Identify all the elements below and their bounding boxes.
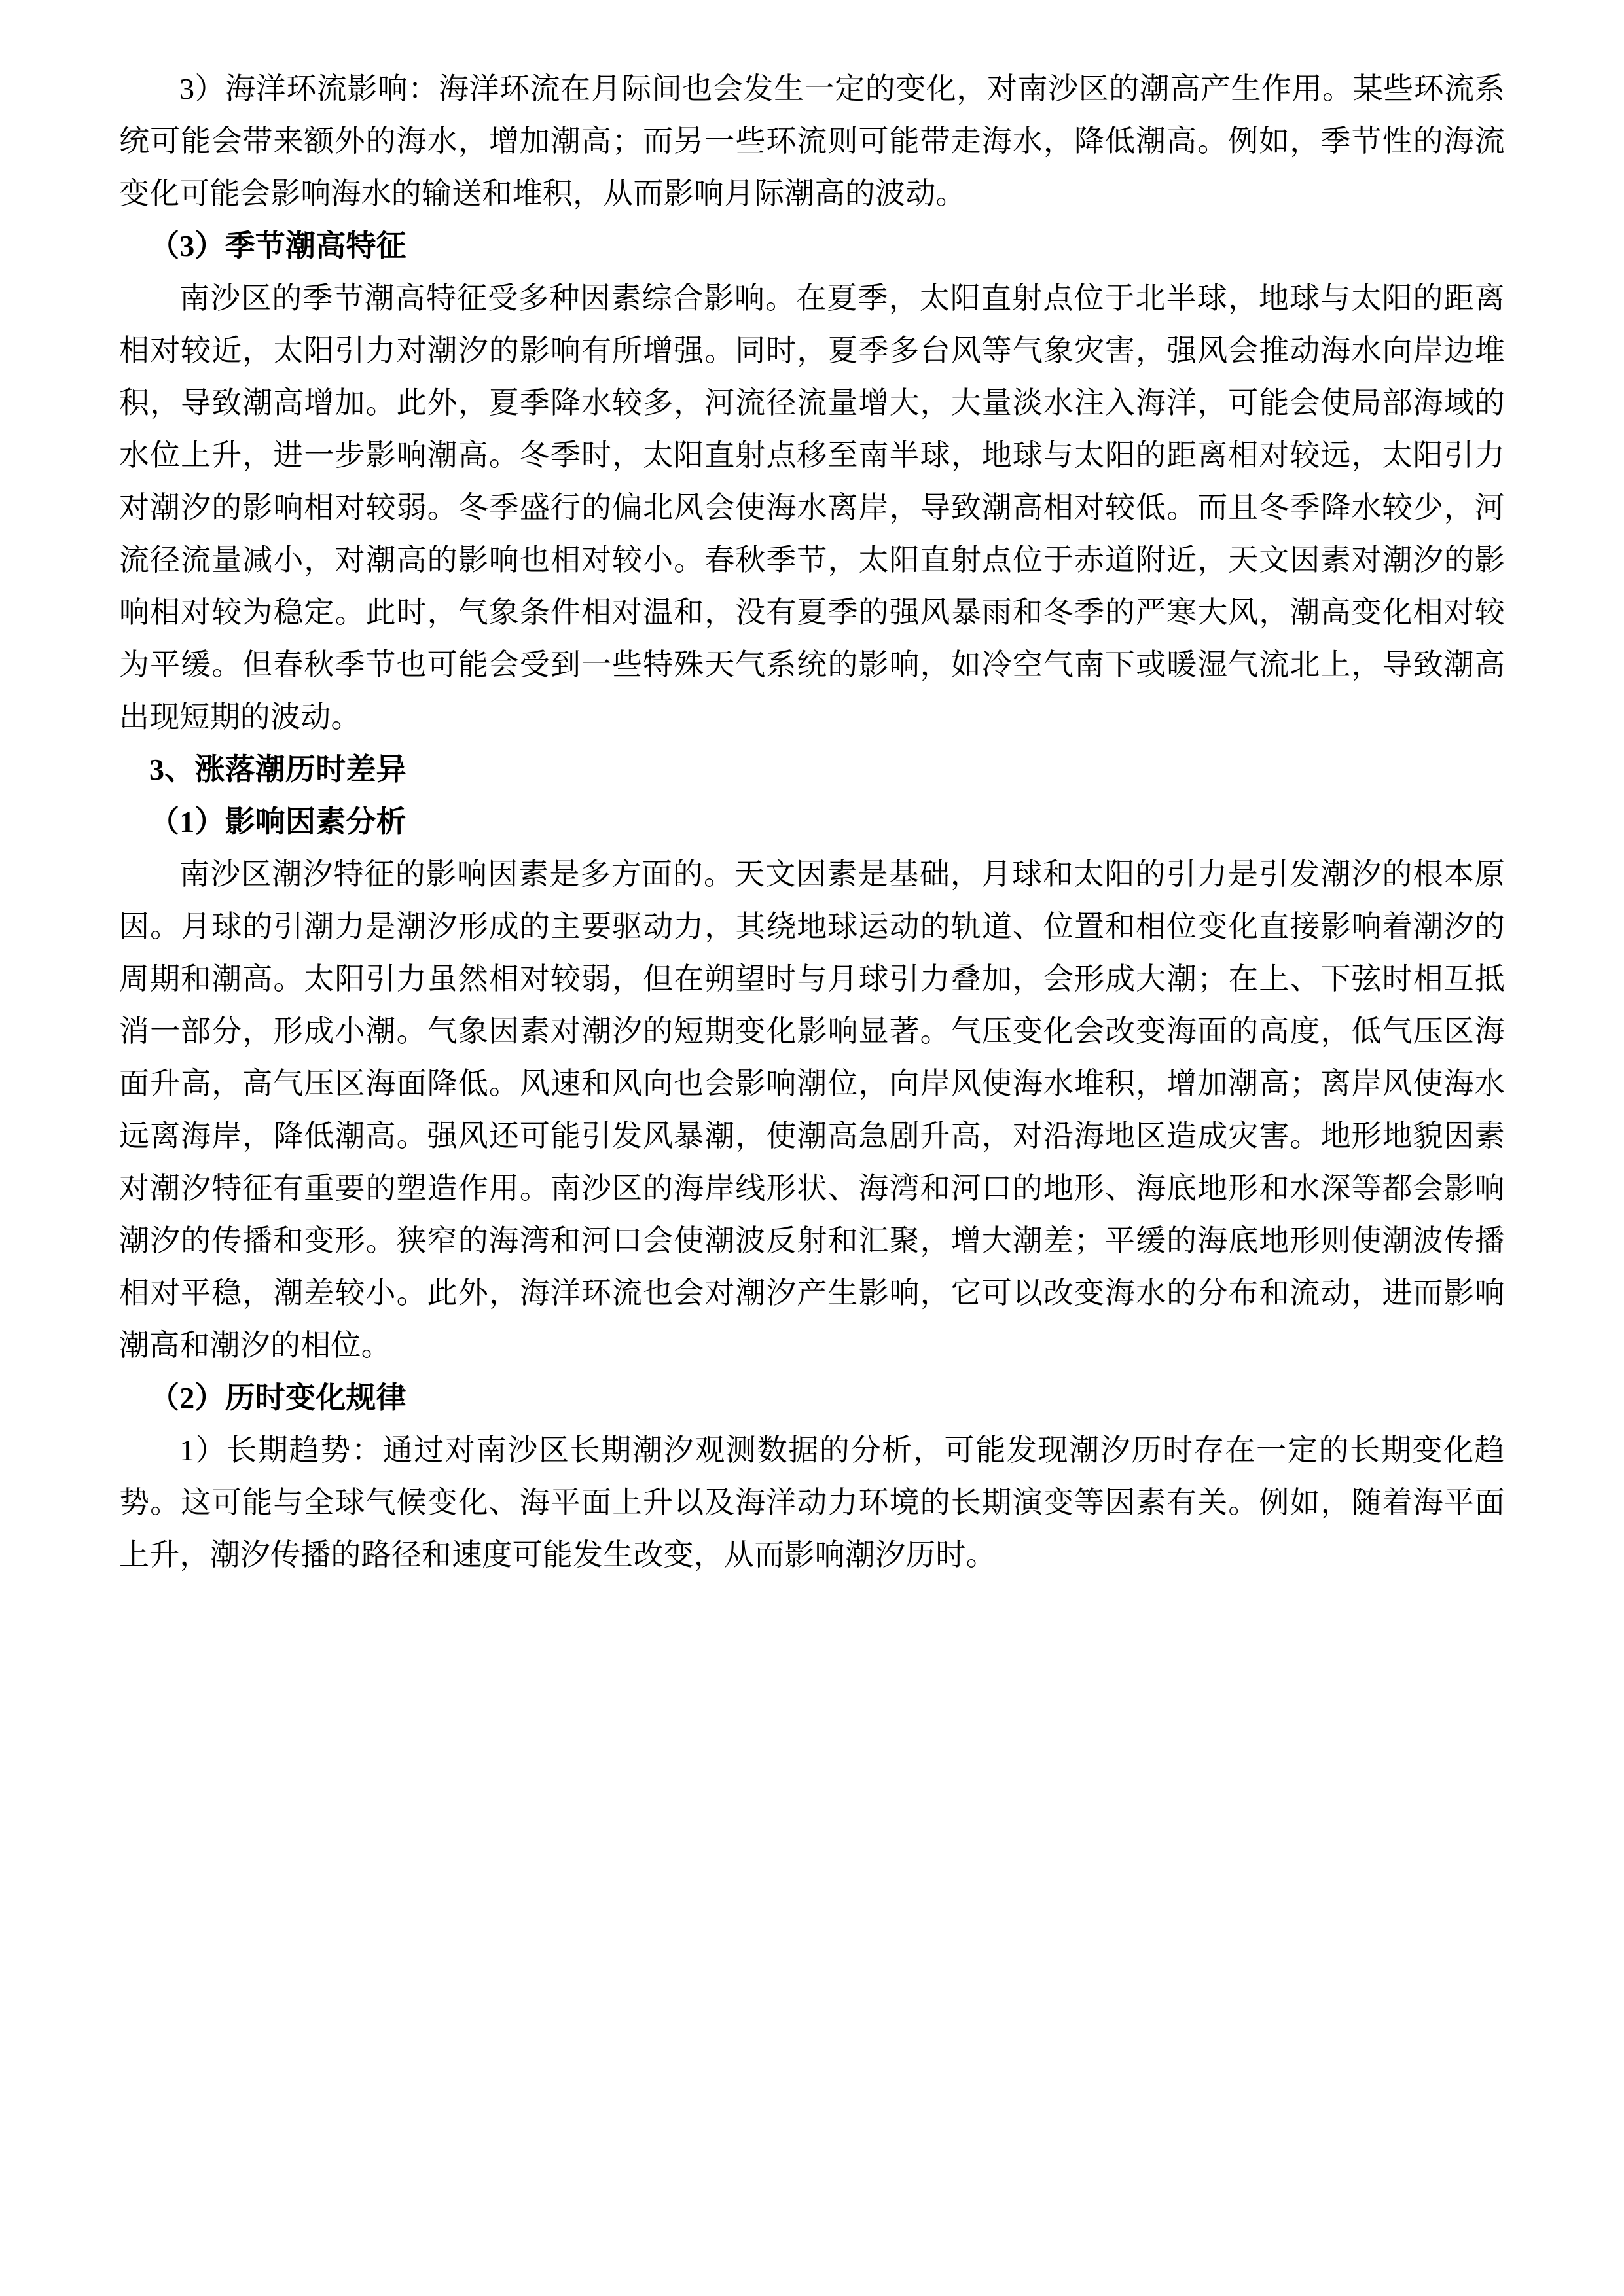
- heading-flood-ebb-tide-duration-difference: 3、涨落潮历时差异: [149, 753, 406, 786]
- paragraph-ocean-circulation-influence: 3）海洋环流影响：海洋环流在月际间也会发生一定的变化，对南沙区的潮高产生作用。某些环流系统可能会带来额外的海水，增加潮高；而另一些环流则可能带走海水，降低潮高。例如，季节性的海流变化可能会影响海水的输送和堆积，从而影响月际潮高的波动。: [119, 72, 1505, 210]
- heading-seasonal-tide-height-characteristics: （3）季节潮高特征: [149, 229, 406, 262]
- heading-influencing-factor-analysis: （1）影响因素分析: [149, 805, 406, 838]
- paragraph-long-term-trend: 1）长期趋势：通过对南沙区长期潮汐观测数据的分析，可能发现潮汐历时存在一定的长期变化趋势。这可能与全球气候变化、海平面上升以及海洋动力环境的长期演变等因素有关。例如，随着海平面上升，潮汐传播的路径和速度可能发生改变，从而影响潮汐历时。: [119, 1433, 1505, 1571]
- page-content-column: [119, 63, 1505, 1581]
- paragraph-seasonal-tide-height-characteristics: 南沙区的季节潮高特征受多种因素综合影响。在夏季，太阳直射点位于北半球，地球与太阳的距离相对较近，太阳引力对潮汐的影响有所增强。同时，夏季多台风等气象灾害，强风会推动海水向岸边堆积，导致潮高增加。此外，夏季降水较多，河流径流量增大，大量淡水注入海洋，可能会使局部海域的水位上升，进一步影响潮高。冬季时，太阳直射点移至南半球，地球与太阳的距离相对较远，太阳引力对潮汐的影响相对较弱。冬季盛行的偏北风会使海水离岸，导致潮高相对较低。而且冬季降水较少，河流径流量减小，对潮高的影响也相对较小。春秋季节，太阳直射点位于赤道附近，天文因素对潮汐的影响相对较为稳定。此时，气象条件相对温和，没有夏季的强风暴雨和冬季的严寒大风，潮高变化相对较为平缓。但春秋季节也可能会受到一些特殊天气系统的影响，如冷空气南下或暖湿气流北上，导致潮高出现短期的波动。: [119, 281, 1505, 734]
- heading-duration-variation-law: （2）历时变化规律: [149, 1381, 406, 1414]
- paragraph-influencing-factor-analysis: 南沙区潮汐特征的影响因素是多方面的。天文因素是基础，月球和太阳的引力是引发潮汐的根本原因。月球的引潮力是潮汐形成的主要驱动力，其绕地球运动的轨道、位置和相位变化直接影响着潮汐的周期和潮高。太阳引力虽然相对较弱，但在朔望时与月球引力叠加，会形成大潮；在上、下弦时相互抵消一部分，形成小潮。气象因素对潮汐的短期变化影响显著。气压变化会改变海面的高度，低气压区海面升高，高气压区海面降低。风速和风向也会影响潮位，向岸风使海水堆积，增加潮高；离岸风使海水远离海岸，降低潮高。强风还可能引发风暴潮，使潮高急剧升高，对沿海地区造成灾害。地形地貌因素对潮汐特征有重要的塑造作用。南沙区的海岸线形状、海湾和河口的地形、海底地形和水深等都会影响潮汐的传播和变形。狭窄的海湾和河口会使潮波反射和汇聚，增大潮差；平缓的海底地形则使潮波传播相对平稳，潮差较小。此外，海洋环流也会对潮汐产生影响，它可以改变海水的分布和流动，进而影响潮高和潮汐的相位。: [119, 857, 1505, 1362]
